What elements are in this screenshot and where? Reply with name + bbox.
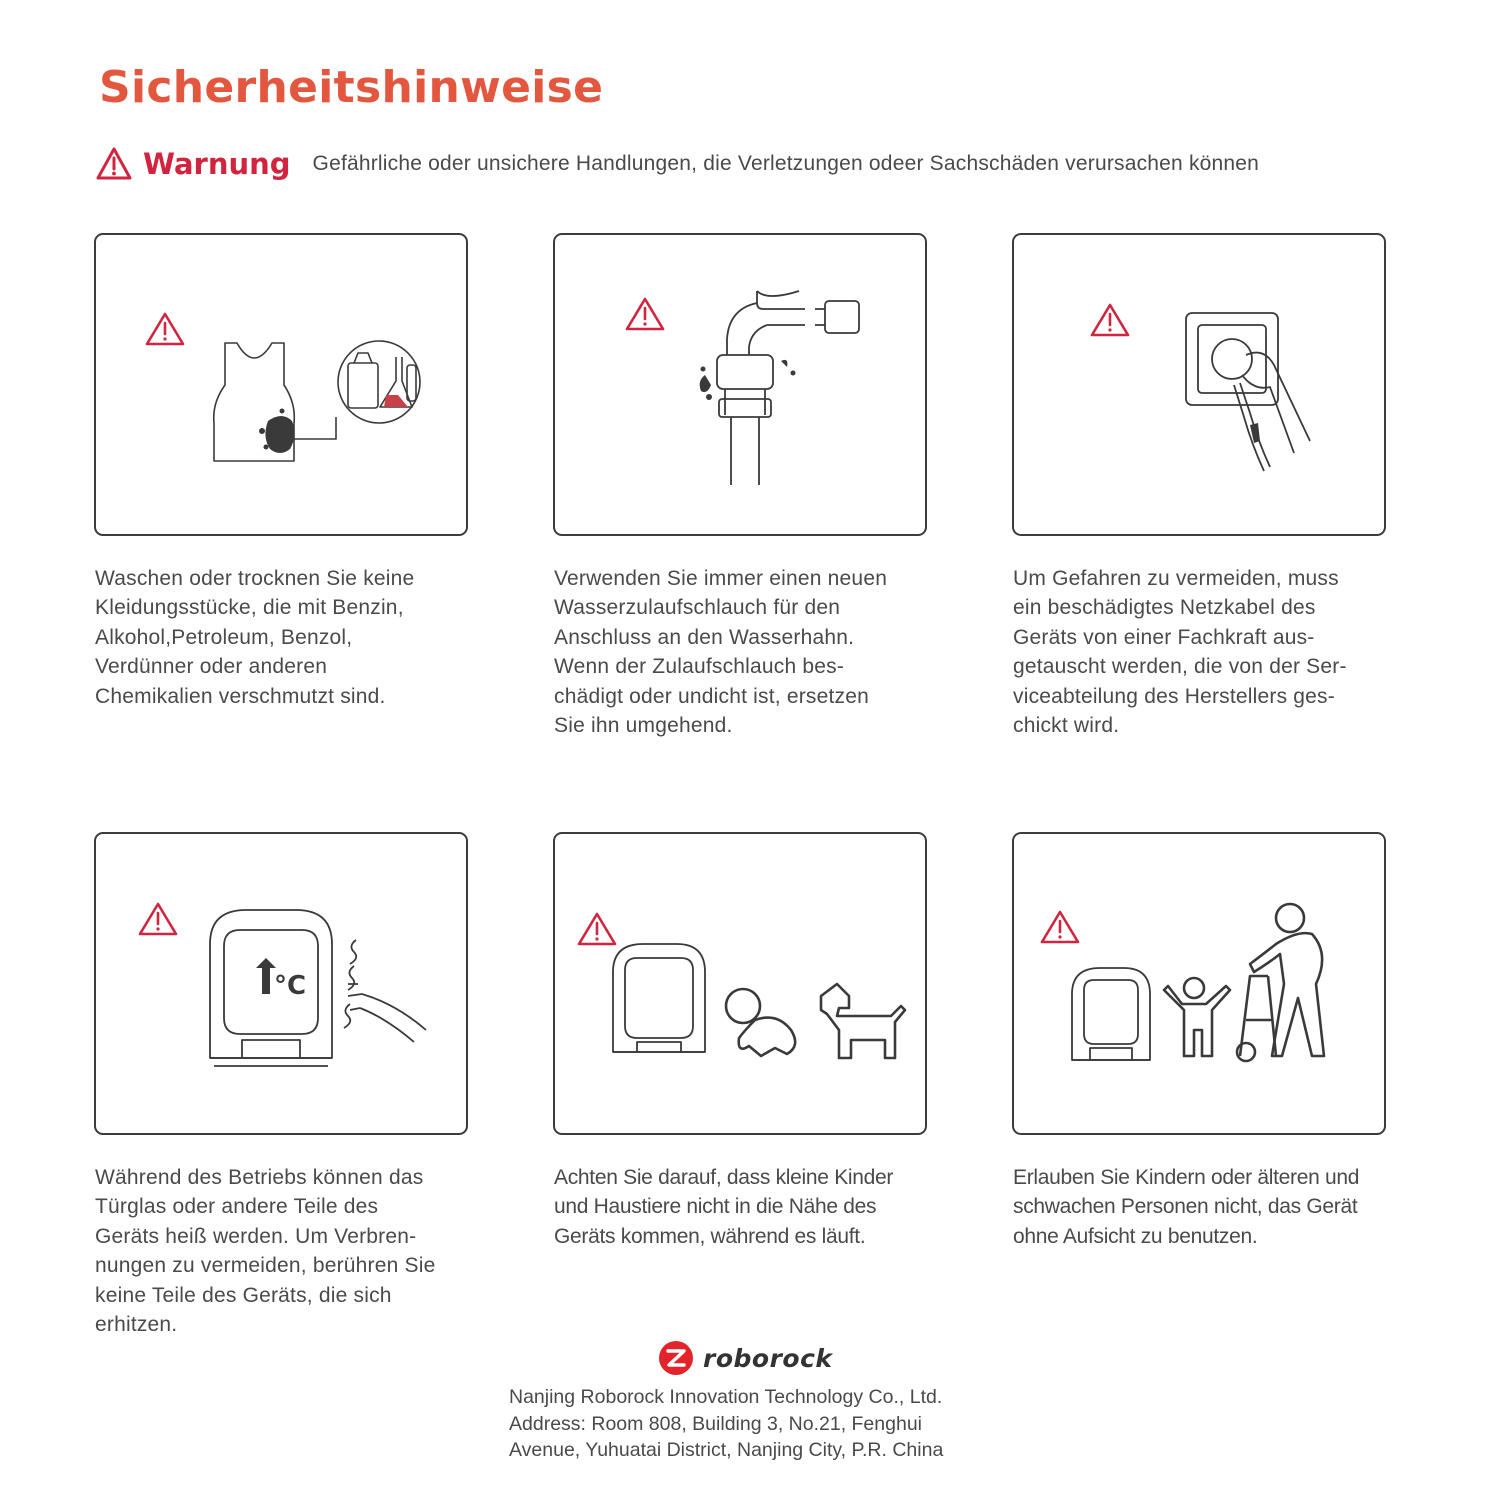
temperature-label: °C: [274, 971, 307, 1001]
child-pet-icon: [555, 834, 929, 1137]
card-child-elderly: [1012, 832, 1386, 1135]
roborock-logo: [657, 1338, 833, 1378]
warning-icon: [140, 904, 176, 934]
power-plug-icon: [1014, 235, 1388, 538]
card-4-description: Während des Betriebs können das Türglas oder andere Teile des Geräts heiß werden. Um Verbren- nungen zu vermeiden, berühren Sie keine Teile des Geräts, die sich erhitzen.: [95, 1166, 436, 1337]
warning-icon: [579, 914, 615, 944]
water-tap-hose-icon: [555, 235, 929, 538]
warning-icon: [95, 146, 133, 182]
warning-icon: [1092, 305, 1128, 335]
clothing-chemicals-icon: [96, 235, 470, 538]
card-3-description: Um Gefahren zu vermeiden, muss ein beschädigtes Netzkabel des Geräts von einer Fachkraft aus- getauscht werden, die von der Ser- viceabteilung des Herstellers ges- chickt wird.: [1013, 567, 1347, 738]
page-title: Sicherheitshinweise: [99, 62, 604, 113]
card-2-description: Verwenden Sie immer einen neuen Wasserzulaufschlauch für den Anschluss an den Wasserhahn. Wenn der Zulaufschlauch bes- chädigt oder undicht ist, ersetzen Sie ihn umgehend.: [554, 567, 888, 738]
card-child-pet: [553, 832, 927, 1135]
warning-icon: [1042, 912, 1078, 942]
card-clothing-chemicals: [94, 233, 468, 536]
roborock-logo-icon: [657, 1339, 695, 1377]
hot-surface-icon: [96, 834, 470, 1137]
child-elderly-icon: [1014, 834, 1388, 1137]
card-water-tap: [553, 233, 927, 536]
warning-legend: [95, 142, 1425, 186]
company-address: Nanjing Roborock Innovation Technology Co., Ltd. Address: Room 808, Building 3, No.21, Fenghui Avenue, Yuhuatai District, Nanjing City, P.R. China: [509, 1386, 944, 1461]
card-power-cable: [1012, 233, 1386, 536]
card-6-description: Erlauben Sie Kindern oder älteren und schwachen Personen nicht, das Gerät ohne Aufsicht zu benutzen.: [1013, 1166, 1360, 1248]
logo-wordmark: roborock: [703, 1343, 833, 1373]
card-5-description: Achten Sie darauf, dass kleine Kinder und Haustiere nicht in die Nähe des Geräts kommen, während es läuft.: [554, 1166, 894, 1248]
warning-icon: [627, 299, 663, 329]
warning-description: Gefährliche oder unsichere Handlungen, die Verletzungen odeer Sachschäden verursachen können: [312, 152, 1260, 175]
card-1-description: Waschen oder trocknen Sie keine Kleidungsstücke, die mit Benzin, Alkohol,Petroleum, Benzol, Verdünner oder anderen Chemikalien verschmutzt sind.: [95, 567, 415, 708]
warning-label: Warnung: [143, 147, 291, 181]
warning-icon: [147, 314, 183, 344]
card-hot-surface: [94, 832, 468, 1135]
